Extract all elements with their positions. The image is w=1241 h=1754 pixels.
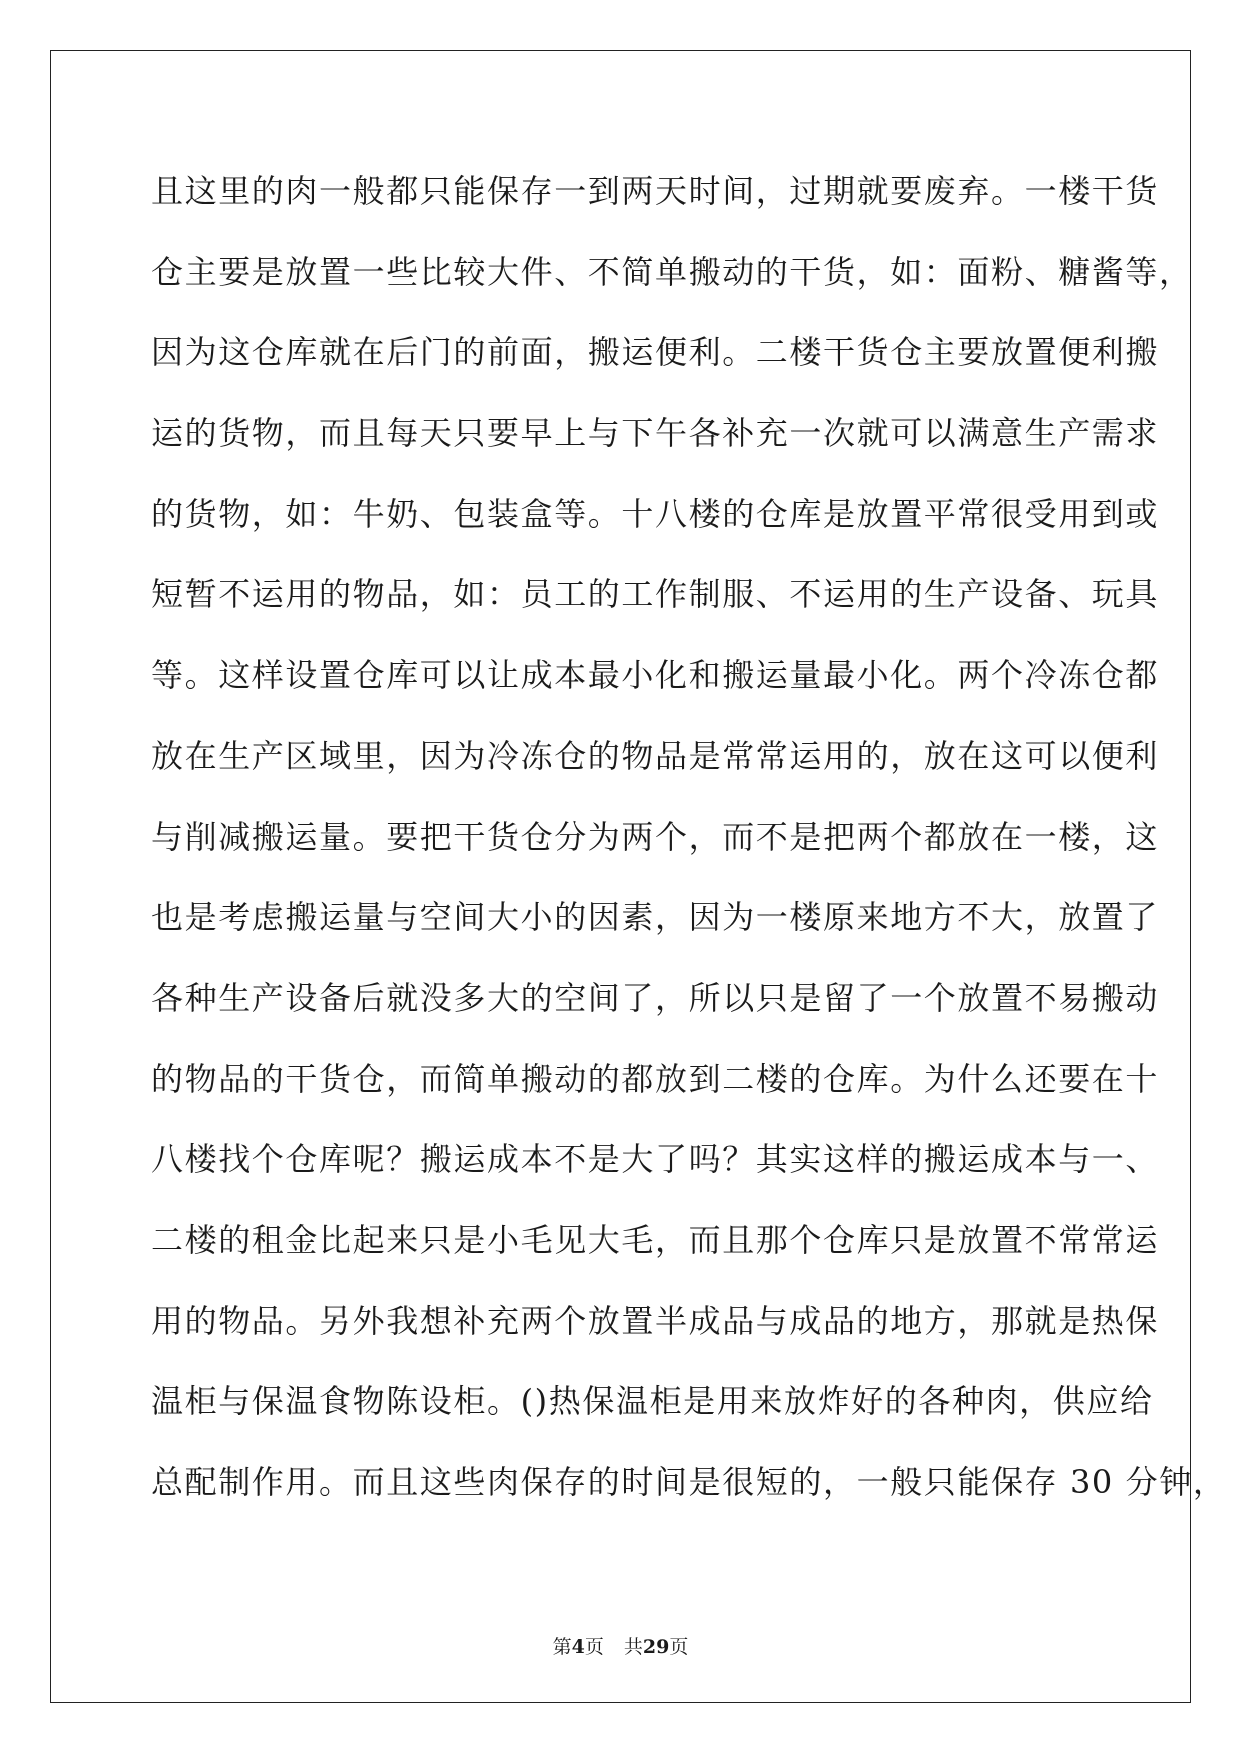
text-line-10: 也是考虑搬运量与空间大小的因素，因为一楼原来地方不大，放置了 (151, 898, 1160, 937)
text-line-7: 等。这样设置仓库可以让成本最小化和搬运量最小化。两个冷冻仓都 (151, 656, 1160, 695)
text-line-5: 的货物，如：牛奶、包装盒等。十八楼的仓库是放置平常很受用到或 (151, 494, 1160, 533)
total-pages: 29 (642, 1636, 670, 1658)
text-line-6: 短暂不运用的物品，如：员工的工作制服、不运用的生产设备、玩具 (151, 575, 1160, 614)
text-line-11: 各种生产设备后就没多大的空间了，所以只是留了一个放置不易搬动 (151, 978, 1160, 1017)
text-line-4: 运的货物，而且每天只要早上与下午各补充一次就可以满意生产需求 (151, 414, 1160, 453)
text-line-2: 仓主要是放置一些比较大件、不简单搬动的干货，如：面粉、糖酱等， (151, 252, 1193, 291)
text-line-1: 且这里的肉一般都只能保存一到两天时间，过期就要废弃。一楼干货 (151, 172, 1160, 210)
text-line-13: 八楼找个仓库呢？搬运成本不是大了吗？其实这样的搬运成本与一、 (151, 1140, 1160, 1179)
text-line-17: 总配制作用。而且这些肉保存的时间是很短的，一般只能保存 30 分钟， (151, 1463, 1227, 1501)
text-line-14: 二楼的租金比起来只是小毛见大毛，而且那个仓库只是放置不常常运 (151, 1220, 1160, 1259)
page-number: 第4页 (552, 1636, 604, 1658)
page-total: 共29页 (623, 1636, 689, 1658)
page-footer (0, 1632, 1241, 1659)
text-line-8: 放在生产区域里，因为冷冻仓的物品是常常运用的，放在这可以便利 (151, 736, 1160, 775)
text-line-3: 因为这仓库就在后门的前面，搬运便利。二楼干货仓主要放置便利搬 (151, 333, 1160, 372)
text-line-16: 温柜与保温食物陈设柜。()热保温柜是用来放炸好的各种肉，供应给 (151, 1382, 1154, 1421)
current-page: 4 (571, 1636, 585, 1658)
text-line-9: 与削减搬运量。要把干货仓分为两个，而不是把两个都放在一楼，这 (151, 817, 1160, 856)
body-text (151, 166, 1227, 1538)
text-line-12: 的物品的干货仓，而简单搬动的都放到二楼的仓库。为什么还要在十 (151, 1059, 1160, 1098)
text-line-15: 用的物品。另外我想补充两个放置半成品与成品的地方，那就是热保 (151, 1301, 1160, 1340)
